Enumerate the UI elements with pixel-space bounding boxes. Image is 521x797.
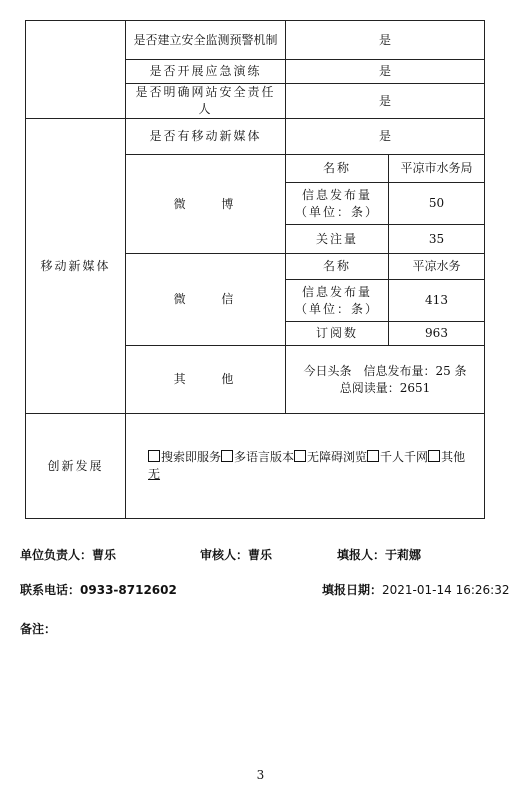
checkbox-accessibility[interactable] — [294, 450, 306, 462]
mobile-has-value: 是 — [286, 119, 485, 155]
owner-value: 是 — [286, 84, 485, 119]
wechat-publish-label: 信息发布量（单位：条） — [286, 280, 389, 322]
unit-head-label: 单位负责人： — [20, 548, 93, 562]
option-search-service: 搜索即服务 — [161, 450, 222, 464]
wechat-subscribe-value: 963 — [389, 322, 485, 346]
other-line1: 今日头条 信息发布量：25 条 — [303, 363, 467, 378]
weibo-name-value: 平凉市水务局 — [389, 155, 485, 183]
checkbox-other[interactable] — [428, 450, 440, 462]
filler-value: 于莉娜 — [385, 548, 422, 562]
weibo-follow-value: 35 — [389, 225, 485, 254]
checkbox-search-service[interactable] — [148, 450, 160, 462]
reviewer-label: 审核人： — [200, 548, 249, 562]
page-number: 3 — [256, 768, 265, 782]
checkbox-multilingual[interactable] — [221, 450, 233, 462]
mobile-has-label: 是否有移动新媒体 — [126, 119, 286, 155]
date-label: 填报日期： — [322, 583, 383, 597]
weibo-name-label: 名称 — [286, 155, 389, 183]
filler — [337, 546, 421, 563]
wechat-name-label: 名称 — [286, 254, 389, 280]
unit-head — [20, 546, 116, 563]
monitoring-label: 是否建立安全监测预警机制 — [126, 21, 286, 60]
fill-date — [322, 581, 509, 598]
wechat-publish-value: 413 — [389, 280, 485, 322]
other-line2: 总阅读量：2651 — [339, 380, 431, 395]
wechat-name-value: 平凉水务 — [389, 254, 485, 280]
option-multilingual: 多语言版本 — [234, 450, 295, 464]
innovation-other-text: 无 — [148, 467, 161, 481]
mobile-section-label: 移动新媒体 — [26, 119, 126, 414]
reviewer — [200, 546, 272, 563]
date-value: 2021-01-14 16:26:32 — [382, 583, 510, 597]
innovation-label: 创新发展 — [26, 414, 126, 519]
phone-value: 0933-8712602 — [80, 583, 177, 597]
checkbox-personalized[interactable] — [367, 450, 379, 462]
monitoring-value: 是 — [286, 21, 485, 60]
phone-label: 联系电话： — [20, 583, 81, 597]
other-label: 其 他 — [126, 346, 286, 414]
wechat-subscribe-label: 订阅数 — [286, 322, 389, 346]
blank-section-cell — [26, 21, 126, 119]
owner-label: 是否明确网站安全责任人 — [126, 84, 286, 119]
phone — [20, 581, 177, 598]
weibo-follow-label: 关注量 — [286, 225, 389, 254]
wechat-label: 微 信 — [126, 254, 286, 346]
drill-value: 是 — [286, 60, 485, 84]
innovation-options — [126, 414, 485, 519]
unit-head-value: 曹乐 — [92, 548, 117, 562]
filler-label: 填报人： — [337, 548, 386, 562]
option-accessibility: 无障碍浏览 — [307, 450, 368, 464]
other-value — [286, 346, 485, 414]
option-other: 其他 — [441, 450, 466, 464]
option-personalized: 千人千网 — [380, 450, 429, 464]
note-label: 备注： — [20, 622, 57, 636]
reviewer-value: 曹乐 — [248, 548, 273, 562]
drill-label: 是否开展应急演练 — [126, 60, 286, 84]
report-table — [25, 20, 485, 519]
weibo-publish-value: 50 — [389, 183, 485, 225]
weibo-publish-label: 信息发布量（单位：条） — [286, 183, 389, 225]
weibo-label: 微 博 — [126, 155, 286, 254]
